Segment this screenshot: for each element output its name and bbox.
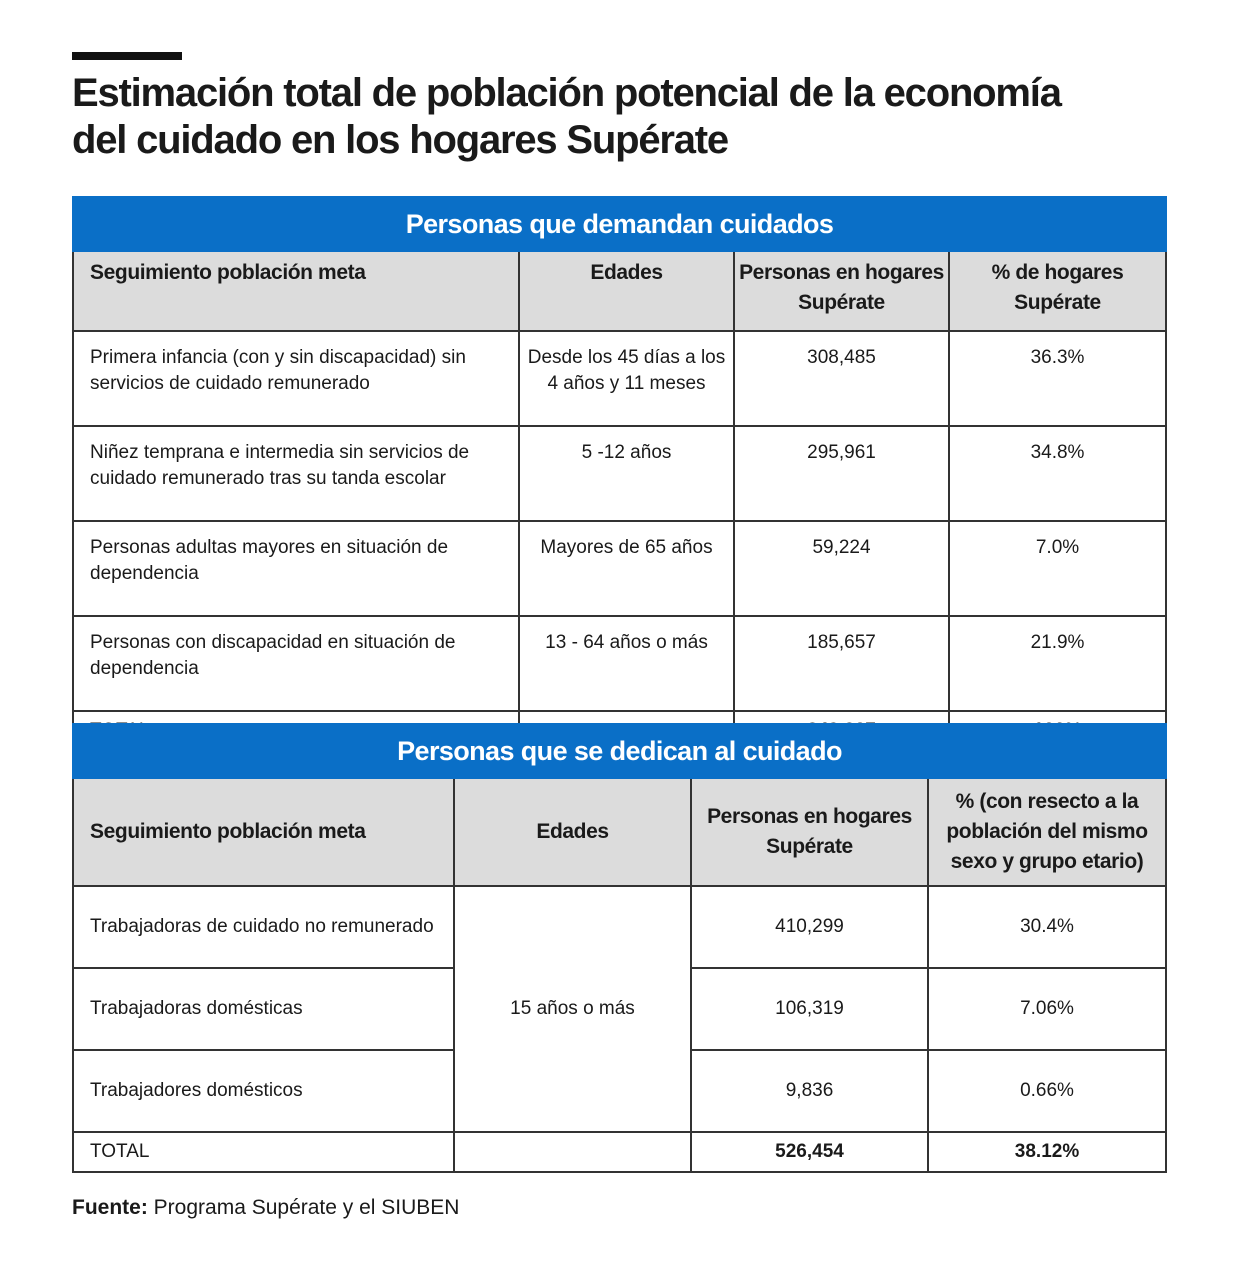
table-banner: Personas que demandan cuidados bbox=[73, 197, 1166, 251]
cell-meta: Primera infancia (con y sin discapacidad) sin servicios de cuidado remunerado bbox=[73, 331, 519, 426]
cell-percent: 30.4% bbox=[928, 886, 1166, 968]
cell-percent: 36.3% bbox=[949, 331, 1166, 426]
table-banner-row bbox=[73, 197, 1166, 251]
table-row bbox=[73, 616, 1166, 711]
page-title-line-1: Estimación total de población potencial de la economía bbox=[72, 71, 1061, 115]
cell-meta: Trabajadores domésticos bbox=[73, 1050, 454, 1132]
care-demand-table bbox=[72, 196, 1167, 752]
cell-persons: 59,224 bbox=[734, 521, 949, 616]
column-header-percent: % de hogares Supérate bbox=[949, 251, 1166, 331]
table-total-row bbox=[73, 1132, 1166, 1172]
column-header-persons: Personas en hogares Supérate bbox=[691, 778, 928, 886]
cell-meta: Personas con discapacidad en situación de dependencia bbox=[73, 616, 519, 711]
care-workers-table bbox=[72, 723, 1167, 1173]
source-note bbox=[72, 1196, 459, 1220]
column-header-persons: Personas en hogares Supérate bbox=[734, 251, 949, 331]
cell-persons: 308,485 bbox=[734, 331, 949, 426]
cell-meta: Trabajadoras domésticas bbox=[73, 968, 454, 1050]
page-title bbox=[72, 70, 1192, 164]
cell-ages: 5 -12 años bbox=[519, 426, 734, 521]
column-header-meta: Seguimiento población meta bbox=[73, 251, 519, 331]
cell-meta: Niñez temprana e intermedia sin servicios de cuidado remunerado tras su tanda escolar bbox=[73, 426, 519, 521]
source-text: Programa Supérate y el SIUBEN bbox=[153, 1196, 460, 1219]
table-row bbox=[73, 331, 1166, 426]
table-banner: Personas que se dedican al cuidado bbox=[73, 724, 1166, 778]
cell-persons: 410,299 bbox=[691, 886, 928, 968]
cell-persons: 9,836 bbox=[691, 1050, 928, 1132]
cell-ages: 13 - 64 años o más bbox=[519, 616, 734, 711]
total-empty-cell bbox=[454, 1132, 691, 1172]
cell-meta: Trabajadoras de cuidado no remunerado bbox=[73, 886, 454, 968]
cell-ages: Desde los 45 días a los 4 años y 11 meses bbox=[519, 331, 734, 426]
cell-ages-merged: 15 años o más bbox=[454, 886, 691, 1132]
cell-persons: 295,961 bbox=[734, 426, 949, 521]
source-label: Fuente: bbox=[72, 1196, 148, 1219]
total-persons: 526,454 bbox=[691, 1132, 928, 1172]
total-percent: 38.12% bbox=[928, 1132, 1166, 1172]
column-header-ages: Edades bbox=[454, 778, 691, 886]
table-header-row bbox=[73, 251, 1166, 331]
title-accent-bar bbox=[72, 52, 182, 60]
column-header-percent: % (con resecto a la población del mismo sexo y grupo etario) bbox=[928, 778, 1166, 886]
table-banner-row bbox=[73, 724, 1166, 778]
cell-persons: 185,657 bbox=[734, 616, 949, 711]
cell-percent: 0.66% bbox=[928, 1050, 1166, 1132]
table-row bbox=[73, 426, 1166, 521]
column-header-ages: Edades bbox=[519, 251, 734, 331]
cell-percent: 7.06% bbox=[928, 968, 1166, 1050]
total-label: TOTAL bbox=[73, 1132, 454, 1172]
cell-ages: Mayores de 65 años bbox=[519, 521, 734, 616]
table-row bbox=[73, 521, 1166, 616]
cell-persons: 106,319 bbox=[691, 968, 928, 1050]
page-title-line-2: del cuidado en los hogares Supérate bbox=[72, 118, 728, 162]
column-header-meta: Seguimiento población meta bbox=[73, 778, 454, 886]
table-row bbox=[73, 886, 1166, 968]
cell-meta: Personas adultas mayores en situación de dependencia bbox=[73, 521, 519, 616]
table-header-row bbox=[73, 778, 1166, 886]
cell-percent: 7.0% bbox=[949, 521, 1166, 616]
cell-percent: 34.8% bbox=[949, 426, 1166, 521]
cell-percent: 21.9% bbox=[949, 616, 1166, 711]
